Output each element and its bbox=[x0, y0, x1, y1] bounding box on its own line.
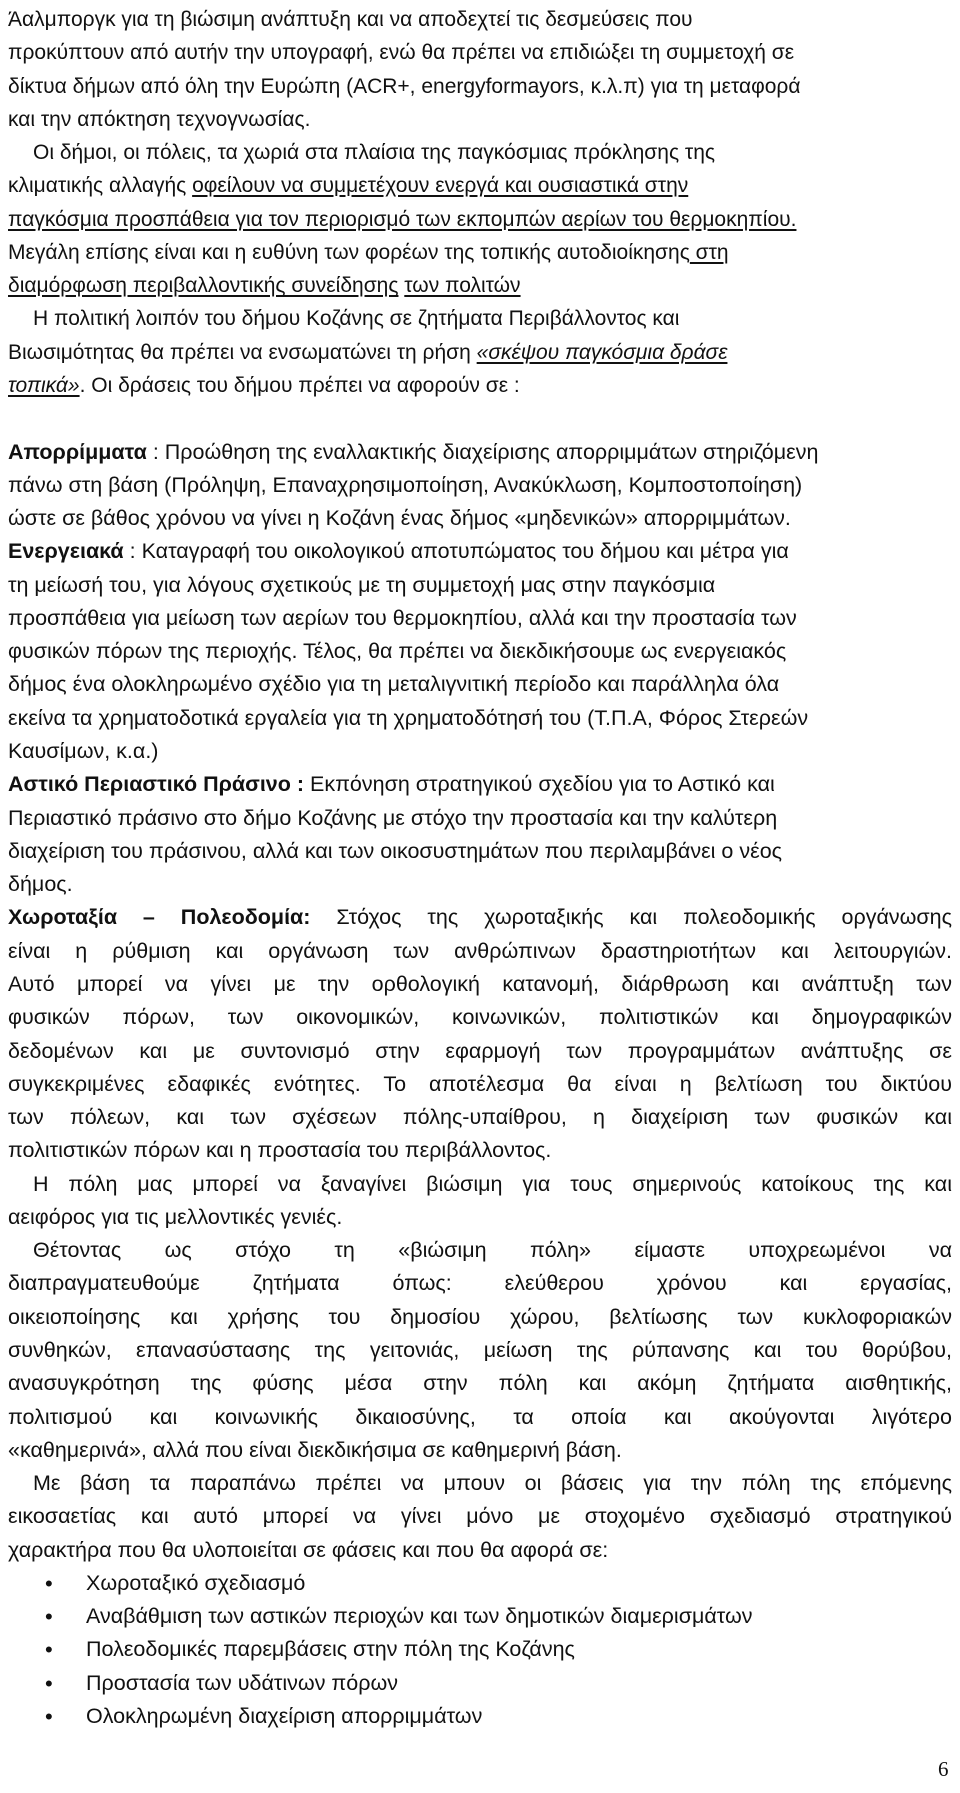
bullet-item-text: Ολοκληρωμένη διαχείριση απορριμμάτων bbox=[86, 1704, 483, 1728]
bullet-icon: • bbox=[45, 1570, 53, 1596]
city-line-1: Η πόλη μας μπορεί να ξαναγίνει βιώσιμη για τους σημερινούς κατοίκους της και bbox=[33, 1171, 952, 1196]
green-line-1 bbox=[8, 768, 952, 801]
planning-line-5: δεδομένων και με συντονισμό στην εφαρμογή των προγραμμάτων ανάπτυξης σε bbox=[8, 1038, 952, 1063]
policy-motto-a: «σκέψου παγκόσμια δράσε bbox=[476, 340, 728, 364]
intro-line-3: δίκτυα δήμων από όλη την Ευρώπη (ACR+, energyformayors, κ.λ.π) για τη μεταφορά bbox=[8, 74, 801, 98]
intro-line-2: προκύπτουν από αυτήν την υπογραφή, ενώ θα πρέπει να επιδιώξει τη συμμετοχή σε bbox=[8, 41, 795, 65]
sustainable-line-7: «καθημερινά», αλλά που είναι διεκδικήσιμα σε καθημερινή βάση. bbox=[8, 1437, 622, 1462]
intro-line-1: Άαλμποργκ για τη βιώσιμη ανάπτυξη και να αποδεχτεί τις δεσμεύσεις που bbox=[8, 8, 693, 31]
sustainable-line-4: συνθηκών, επανασύστασης της γειτονιάς, μείωση της ρύπανσης και του θορύβου, bbox=[8, 1337, 952, 1362]
energy-line-7: Καυσίμων, κ.α.) bbox=[8, 739, 159, 764]
waste-title: Απορρίμματα bbox=[8, 439, 147, 464]
policy-line-1: Η πολιτική λοιπόν του δήμου Κοζάνης σε ζητήματα Περιβάλλοντος και bbox=[33, 307, 680, 331]
climate-line-4-a: Μεγάλη επίσης είναι και η ευθύνη των φορέων της τοπικής αυτοδιοίκησης bbox=[8, 240, 690, 264]
planning-line-2: είναι η ρύθμιση και οργάνωση των ανθρώπινων δραστηριοτήτων και λειτουργιών. bbox=[8, 938, 952, 963]
planning-line-6: συγκεκριμένες εδαφικές ενότητες. Το αποτέλεσμα θα είναι η βελτίωση του δικτύου bbox=[8, 1071, 952, 1096]
climate-line-4 bbox=[8, 236, 952, 269]
planning-line-1 bbox=[8, 901, 952, 934]
waste-line-1 bbox=[8, 436, 952, 469]
basis-line-1: Με βάση τα παραπάνω πρέπει να μπουν οι βάσεις για την πόλη της επόμενης bbox=[33, 1471, 952, 1496]
energy-title: Ενεργειακά bbox=[8, 539, 124, 564]
planning-line-4: φυσικών πόρων, των οικονομικών, κοινωνικών, πολιτιστικών και δημογραφικών bbox=[8, 1005, 952, 1030]
bullet-list-item bbox=[8, 1633, 952, 1666]
sustainable-line-2: διαπραγματευθούμε ζητήματα όπως: ελεύθερου χρόνου και εργασίας, bbox=[8, 1271, 952, 1296]
green-line-3: διαχείριση του πράσινου, αλλά και των οικοσυστημάτων που περιλαμβάνει ο νέος bbox=[8, 838, 783, 863]
bullet-item-text: Πολεοδομικές παρεμβάσεις στην πόλη της Κοζάνης bbox=[86, 1637, 575, 1662]
green-line-2: Περιαστικό πράσινο στο δήμο Κοζάνης με στόχο την προστασία και την καλύτερη bbox=[8, 805, 778, 830]
policy-line-2-a: Βιωσιμότητας θα πρέπει να ενσωματώνει τη ρήση bbox=[8, 340, 477, 364]
waste-line-2: πάνω στη βάση (Πρόληψη, Επαναχρησιμοποίηση, Ανακύκλωση, Κομποστοποίηση) bbox=[8, 472, 803, 497]
sustainable-line-6: πολιτισμού και κοινωνικής δικαιοσύνης, τα οποία και ακούγονται λιγότερο bbox=[8, 1404, 952, 1429]
sustainable-line-1: Θέτοντας ως στόχο τη «βιώσιμη πόλη» είμαστε υποχρεωμένοι να bbox=[33, 1238, 952, 1263]
sustainable-line-5: ανασυγκρότηση της φύσης μέσα στην πόλη και ακόμη ζητήματα αισθητικής, bbox=[8, 1371, 952, 1396]
bullet-list-item bbox=[8, 1700, 952, 1733]
energy-line-1 bbox=[8, 535, 952, 568]
bullet-icon: • bbox=[45, 1637, 53, 1663]
green-line-1-text: Εκπόνηση στρατηγικού σχεδίου για το Αστικό και bbox=[304, 772, 775, 797]
page-number: 6 bbox=[938, 1757, 949, 1781]
bullet-list-item bbox=[8, 1567, 952, 1600]
energy-line-5: δήμος ένα ολοκληρωμένο σχέδιο για τη μεταλιγνιτική περίοδο και παράλληλα όλα bbox=[8, 672, 780, 697]
energy-line-1-text: : Καταγραφή του οικολογικού αποτυπώματος του δήμου και μέτρα για bbox=[123, 539, 789, 564]
climate-line-5-c: των πολιτών bbox=[404, 274, 521, 298]
climate-line-2 bbox=[8, 169, 952, 202]
green-line-4: δήμος. bbox=[8, 872, 73, 897]
climate-line-2-a: κλιματικής αλλαγής bbox=[8, 174, 193, 198]
planning-title: Χωροταξία – Πολεοδομία: bbox=[8, 905, 311, 930]
bullet-icon: • bbox=[45, 1704, 53, 1729]
climate-line-4-b: στη bbox=[689, 240, 729, 264]
climate-line-5-a: διαμόρφωση περιβαλλοντικής συνείδησης bbox=[8, 274, 399, 298]
bullet-list-item bbox=[8, 1600, 952, 1633]
bullet-icon: • bbox=[45, 1670, 53, 1696]
climate-line-1: Οι δήμοι, οι πόλεις, τα χωριά στα πλαίσια της παγκόσμιας πρόκλησης της bbox=[33, 141, 715, 165]
bullet-item-text: Χωροταξικό σχεδιασμό bbox=[86, 1570, 306, 1595]
planning-line-1-text: Στόχος της χωροταξικής και πολεοδομικής οργάνωσης bbox=[310, 905, 952, 930]
bullet-item-text: Προστασία των υδάτινων πόρων bbox=[86, 1670, 398, 1695]
bullet-icon: • bbox=[45, 1604, 53, 1630]
bullet-list-item bbox=[8, 1667, 952, 1700]
policy-line-2 bbox=[8, 336, 952, 369]
planning-line-3: Αυτό μπορεί να γίνει με την ορθολογική κατανομή, διάρθρωση και ανάπτυξη των bbox=[8, 971, 952, 996]
green-title: Αστικό Περιαστικό Πράσινο : bbox=[8, 772, 305, 797]
policy-line-3-b: . Οι δράσεις του δήμου πρέπει να αφορούν σε : bbox=[79, 374, 520, 398]
energy-line-6: εκείνα τα χρηματοδοτικά εργαλεία για τη χρηματοδότησή του (Τ.Π.Α, Φόρος Στερεών bbox=[8, 705, 809, 730]
waste-line-3: ώστε σε βάθος χρόνου να γίνει η Κοζάνη ένας δήμος «μηδενικών» απορριμμάτων. bbox=[8, 506, 791, 531]
climate-line-2-b: οφείλουν να συμμετέχουν ενεργά και ουσιαστικά στην bbox=[192, 174, 689, 198]
energy-line-3: προσπάθεια για μείωση των αερίων του θερμοκηπίου, αλλά και την προστασία των bbox=[8, 605, 797, 630]
city-line-2: αειφόρος για τις μελλοντικές γενιές. bbox=[8, 1204, 343, 1229]
energy-line-4: φυσικών πόρων της περιοχής. Τέλος, θα πρέπει να διεκδικήσουμε ως ενεργειακός bbox=[8, 639, 787, 664]
energy-line-2: τη μείωσή του, για λόγους σχετικούς με τη συμμετοχή μας στην παγκόσμια bbox=[8, 572, 716, 597]
climate-line-5 bbox=[8, 269, 952, 302]
policy-motto-b: τοπικά» bbox=[8, 374, 80, 398]
climate-line-3: παγκόσμια προσπάθεια για τον περιορισμό των εκπομπών αερίων του θερμοκηπίου. bbox=[8, 207, 797, 231]
policy-line-3 bbox=[8, 369, 952, 402]
basis-line-3: χαρακτήρα που θα υλοποιείται σε φάσεις και που θα αφορά σε: bbox=[8, 1537, 609, 1562]
waste-line-1-text: : Προώθηση της εναλλακτικής διαχείρισης απορριμμάτων στηριζόμενη bbox=[146, 439, 819, 464]
basis-line-2: εικοσαετίας και αυτό μπορεί να γίνει μόνο με στοχομένο σχεδιασμό στρατηγικού bbox=[8, 1504, 952, 1529]
planning-line-7: των πόλεων, και των σχέσεων πόλης-υπαίθρου, η διαχείριση των φυσικών και bbox=[8, 1105, 952, 1130]
planning-line-8: πολιτιστικών πόρων και η προστασία του περιβάλλοντος. bbox=[8, 1138, 552, 1163]
bullet-item-text: Αναβάθμιση των αστικών περιοχών και των δημοτικών διαμερισμάτων bbox=[86, 1604, 753, 1629]
sustainable-line-3: οικειοποίησης και χρήσης του δημοσίου χώρου, βελτίωσης των κυκλοφοριακών bbox=[8, 1304, 952, 1329]
intro-line-4: και την απόκτηση τεχνογνωσίας. bbox=[8, 107, 311, 131]
